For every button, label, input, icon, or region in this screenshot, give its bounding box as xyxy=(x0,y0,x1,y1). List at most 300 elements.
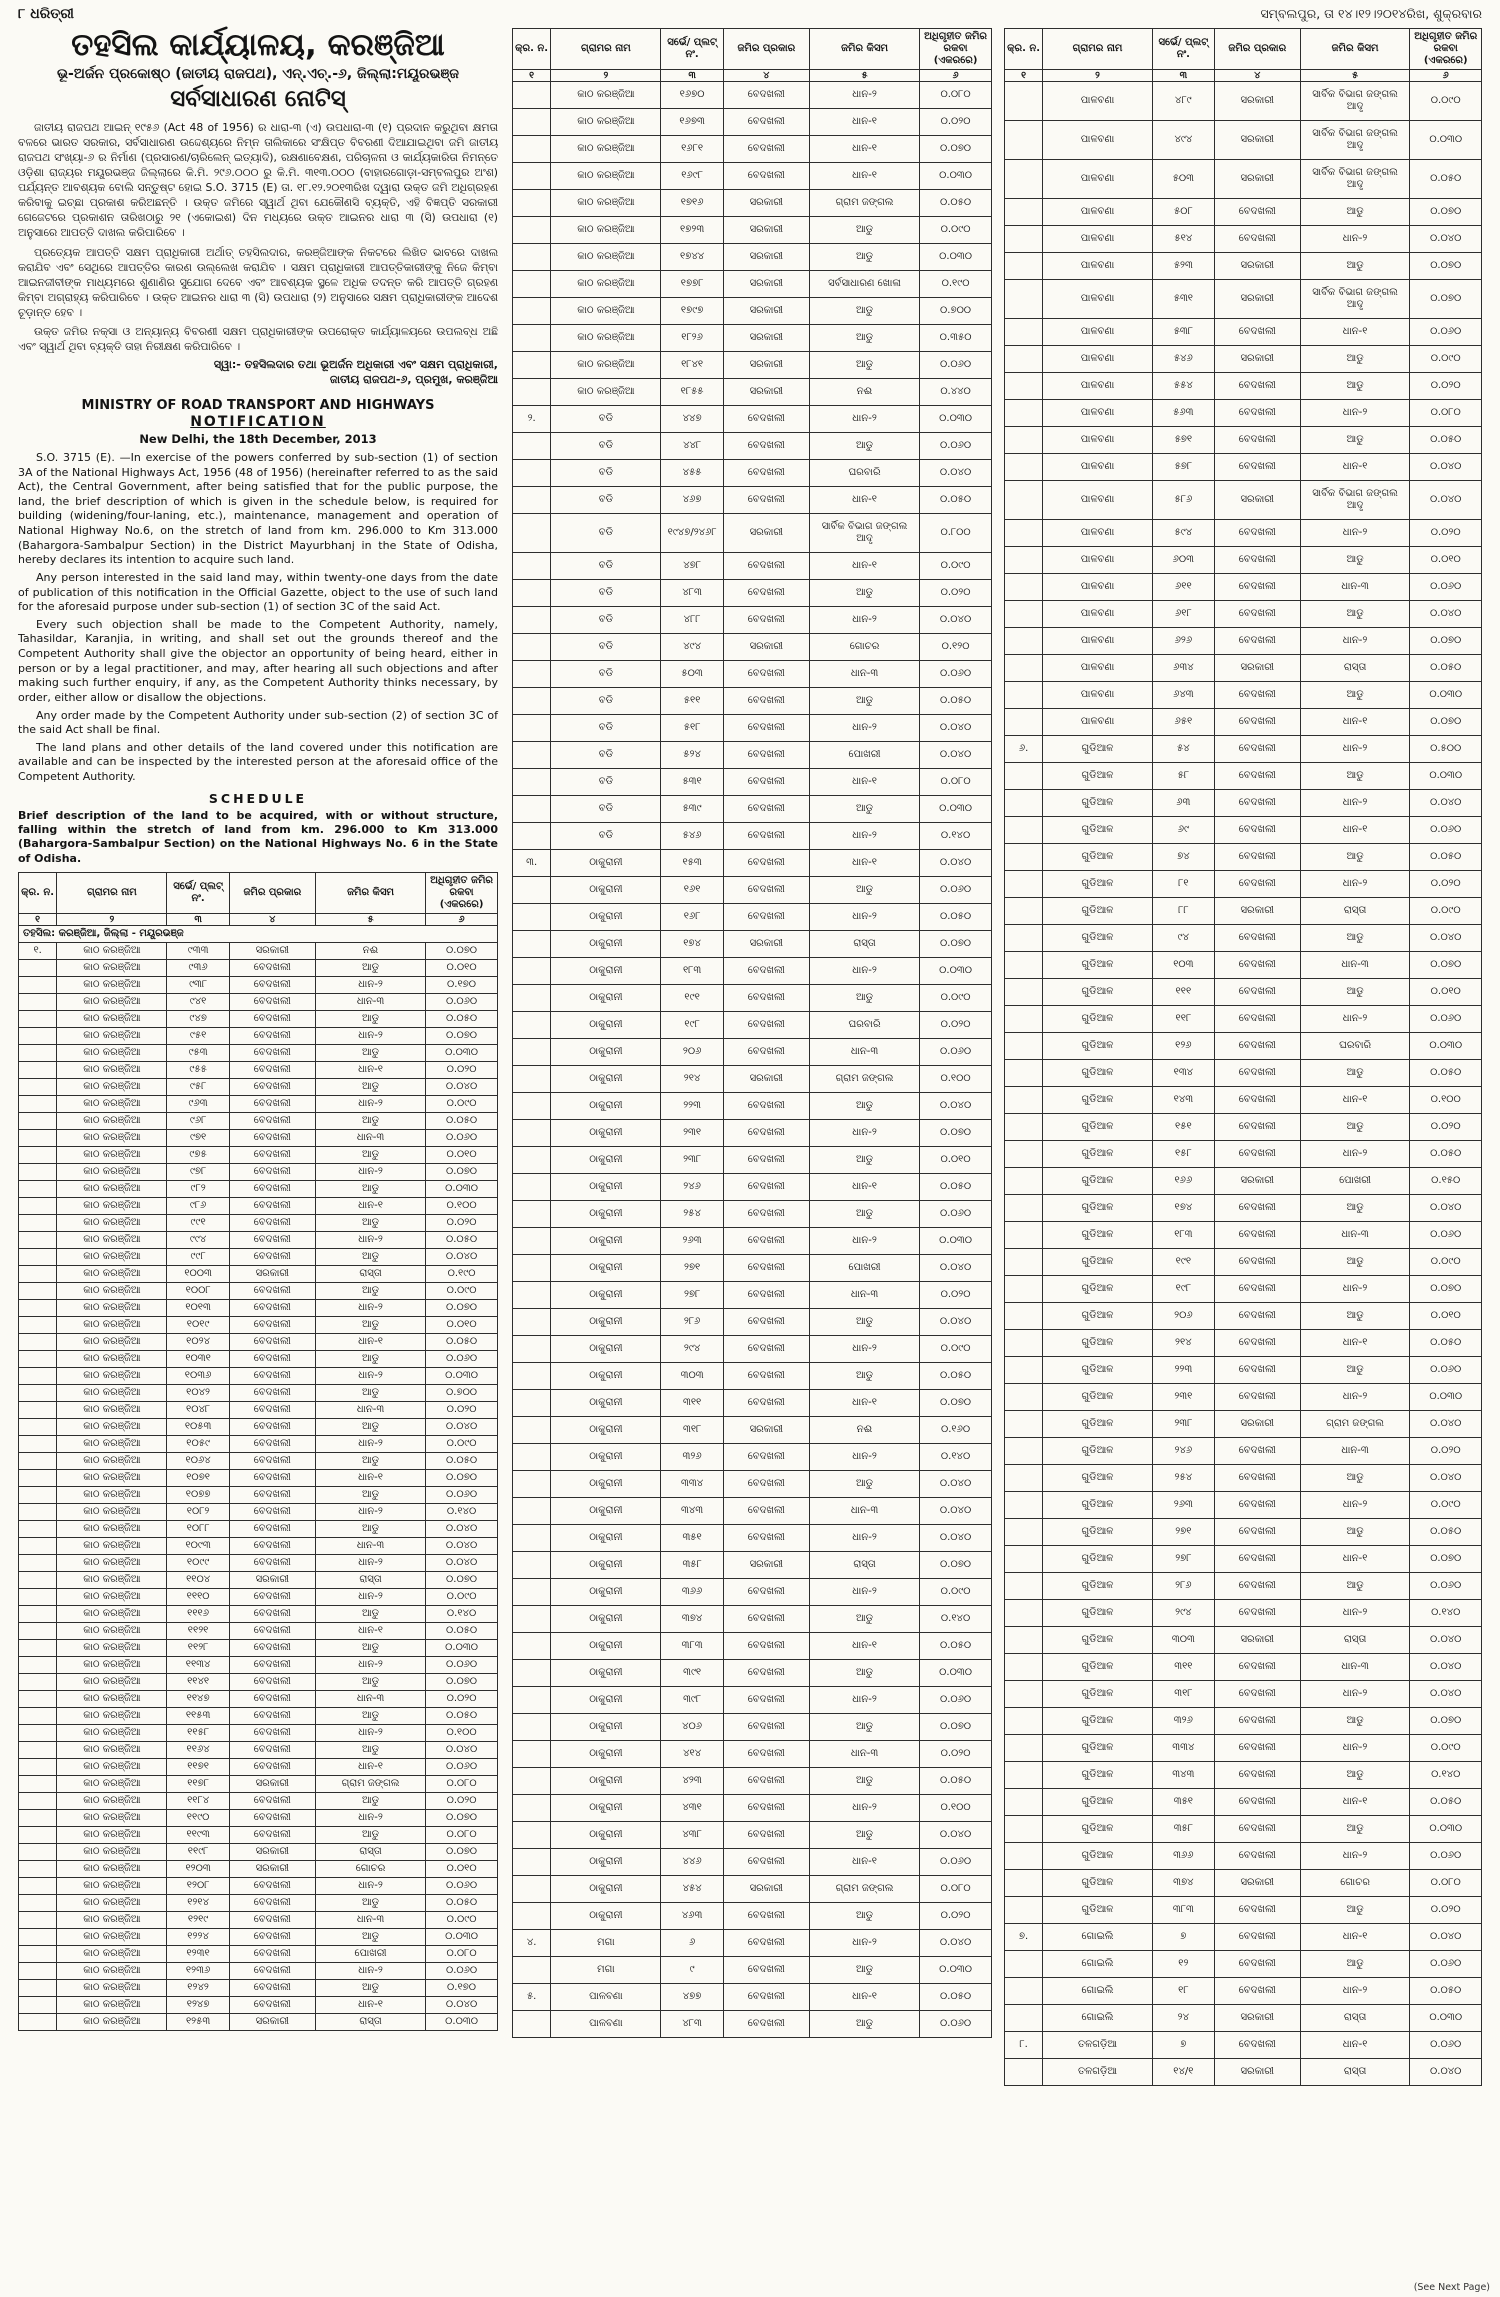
table-cell: ୫୮୬ xyxy=(1152,481,1214,520)
table-cell: ରାସ୍ତା xyxy=(809,1552,919,1579)
table-row xyxy=(19,1674,498,1691)
table-cell: ୦.୦୮୦ xyxy=(426,1776,498,1793)
table-row xyxy=(19,1844,498,1861)
table-cell: ୦.୦୯୦ xyxy=(1410,346,1482,373)
table-cell: ଧାନ-୩ xyxy=(809,1498,919,1525)
table-cell: ବେଦଖଲୀ xyxy=(229,1963,315,1980)
table-cell: ୨୯୪ xyxy=(1152,1600,1214,1627)
table-cell xyxy=(1005,253,1043,280)
table-row xyxy=(1005,1357,1482,1384)
table-cell: କାଠ କରଞ୍ଜିଆ xyxy=(57,1980,167,1997)
table-cell: ବେଦଖଲୀ xyxy=(229,960,315,977)
table-cell: କାଠ କରଞ୍ଜିଆ xyxy=(57,1487,167,1504)
table-row xyxy=(19,1181,498,1198)
table-cell xyxy=(513,958,551,985)
table-cell: ସରକାରୀ xyxy=(1214,2005,1300,2032)
table-cell: ୦.୦୭୦ xyxy=(1410,628,1482,655)
table-cell xyxy=(1005,1978,1043,2005)
table-cell: ବେଦଖଲୀ xyxy=(229,1504,315,1521)
table-cell: ଗୁଡିଆଳ xyxy=(1043,1465,1153,1492)
table-cell: ଧାନ-୨ xyxy=(809,715,919,742)
table-cell: ୩୧୧ xyxy=(1152,1654,1214,1681)
table-cell: ୦.୦୫୦ xyxy=(920,904,992,931)
table-cell: ୦.୦୪୦ xyxy=(1410,1411,1482,1438)
table-cell: ଠାକୁରାନୀ xyxy=(551,1417,661,1444)
table-cell: କାଠ କରଞ୍ଜିଆ xyxy=(57,1674,167,1691)
table-cell: ୧୧୯୦ xyxy=(167,1810,229,1827)
table-cell: ବେଦଖଲୀ xyxy=(723,2011,809,2038)
table-cell: ୪୫୫ xyxy=(661,460,723,487)
table-cell: ୦.୦୭୦ xyxy=(920,1120,992,1147)
table-cell: ବେଦଖଲୀ xyxy=(723,1012,809,1039)
table-cell: ୨୧୪ xyxy=(1152,1330,1214,1357)
table-cell: ବେଦଖଲୀ xyxy=(229,1164,315,1181)
table-cell: କାଠ କରଞ୍ଜିଆ xyxy=(57,1351,167,1368)
table-cell: ୩୮୩ xyxy=(661,1633,723,1660)
table-cell xyxy=(513,1498,551,1525)
table-cell: ସାର୍ବିକ ବିଭାଗ ଜଙ୍ଗଲ ଆଦୃ xyxy=(1300,481,1410,520)
table-cell: ୫୦୮ xyxy=(1152,199,1214,226)
table-cell: ବେଦଖଲୀ xyxy=(229,1521,315,1538)
table-cell: ୦.୦୪୦ xyxy=(920,1525,992,1552)
table-cell: ଠାକୁରାନୀ xyxy=(551,1795,661,1822)
table-cell: ୦.୦୫୦ xyxy=(920,1174,992,1201)
table-row xyxy=(19,1980,498,1997)
table-cell: ୦.୦୪୦ xyxy=(920,1498,992,1525)
table-cell: ଧାନ-୩ xyxy=(1300,574,1410,601)
table-cell: ବେଦଖଲୀ xyxy=(1214,1600,1300,1627)
table-cell: ଘରବାରି xyxy=(809,1012,919,1039)
header-cell: କ୍ର. ନ. xyxy=(513,29,551,70)
table-cell xyxy=(513,244,551,271)
table-cell: ଠାକୁରାନୀ xyxy=(551,1444,661,1471)
table-cell xyxy=(513,2011,551,2038)
table-cell: କାଠ କରଞ୍ଜିଆ xyxy=(57,1436,167,1453)
table-cell: ଗୁଡିଆଳ xyxy=(1043,1249,1153,1276)
table-cell: ଆଡୁ xyxy=(1300,427,1410,454)
table-cell xyxy=(19,1164,57,1181)
table-cell xyxy=(19,1844,57,1861)
table-cell: ୦.୦୨୦ xyxy=(1410,520,1482,547)
table-cell: ଧାନ-୨ xyxy=(809,1579,919,1606)
table-cell: ୦.୦୪୦ xyxy=(426,1997,498,2014)
table-cell: ଧାନ-୨ xyxy=(809,958,919,985)
table-cell: ବଡି xyxy=(551,715,661,742)
table-row xyxy=(1005,898,1482,925)
table-cell: ୦.୦୬୦ xyxy=(1410,1357,1482,1384)
table-cell: ଠାକୁରାନୀ xyxy=(551,850,661,877)
table-cell: ୦.୦୪୦ xyxy=(920,460,992,487)
table-row xyxy=(19,943,498,960)
table-cell: ୯୩୮ xyxy=(167,977,229,994)
table-cell: ସରକାରୀ xyxy=(1214,2059,1300,2086)
header-cell: ୧ xyxy=(513,70,551,82)
table-row xyxy=(513,1660,992,1687)
schedule-table-col3 xyxy=(1004,28,1482,2086)
table-cell: କାଠ କରଞ୍ଜିଆ xyxy=(57,1045,167,1062)
table-cell: ୦.୮୦୦ xyxy=(920,514,992,553)
table-cell: ଆଡୁ xyxy=(1300,844,1410,871)
table-cell xyxy=(19,1606,57,1623)
table-row xyxy=(19,1946,498,1963)
table-cell: କାଠ କରଞ୍ଜିଆ xyxy=(57,1929,167,1946)
table-cell xyxy=(513,1606,551,1633)
table-cell: ୦.୦୧୦ xyxy=(426,1147,498,1164)
table-cell: ଧାନ-୨ xyxy=(1300,1843,1410,1870)
table-cell: ଗୁଡିଆଳ xyxy=(1043,1654,1153,1681)
table-cell: ଆଡୁ xyxy=(315,1980,425,1997)
table-cell: ଗୁଡିଆଳ xyxy=(1043,1897,1153,1924)
table-cell: ୦.୦୭୦ xyxy=(1410,1546,1482,1573)
table-cell xyxy=(19,1147,57,1164)
table-row xyxy=(1005,1654,1482,1681)
table-cell: ୦.୦୭୦ xyxy=(1410,199,1482,226)
table-cell xyxy=(19,1725,57,1742)
table-row xyxy=(1005,1330,1482,1357)
table-row xyxy=(19,1521,498,1538)
paragraph: ଜାତୀୟ ରାଜପଥ ଆଇନ୍ ୧୯୫୬ (Act 48 of 1956) ର ଧାରା-୩ (ଏ) ଉପଧାରା-୩ (୧) ପ୍ରଦାନ କରୁଥିବା କ୍ଷମତା ବଳରେ ଭାରତ ସରକାର, ସର୍ବସାଧାରଣ ଉଦ୍ଦେଶ୍ୟରେ ନିମ୍ନ ତାଲିକାରେ ସଂକ୍ଷିପ୍ତ ବିବରଣୀ ଦିଆଯାଇଥିବା ଜମି ଜାତୀୟ ରାଜପଥ ସଂଖ୍ୟା-୬ ର ନିର୍ମାଣ (ପ୍ରସାରଣ/ଚାରିଲେନ୍ ଇତ୍ୟାଦି), ରକ୍ଷଣାବେକ୍ଷଣ, ପରିଚାଳନା ଓ କାର୍ଯ୍ୟକାରିତା ନିମନ୍ତେ ଓଡ଼ିଶା ରାଜ୍ୟର ମୟୂରଭଞ୍ଜ ଜିଲ୍ଲାରେ କି.ମି. ୨୯୬.୦୦୦ ରୁ କି.ମି. ୩୧୩.୦୦୦ (ବାହାରଗୋଡ଼ା-ସମ୍ବଲପୁର ଅଂଶ) ପର୍ଯ୍ୟନ୍ତ ଆବଶ୍ୟକ ବୋଲି ସନ୍ତୁଷ୍ଟ ହୋଇ S.O. 3715 (E) ତା. ୧୮.୧୨.୨୦୧୩ରିଖ ଦ୍ୱାରା ଉକ୍ତ ଜମି ଅଧିଗ୍ରହଣ କରିବାକୁ ଇଚ୍ଛା ପ୍ରକାଶ କରିଅଛନ୍ତି । ଉକ୍ତ ଜମିରେ ସ୍ୱାର୍ଥ ଥିବା ଯେକୌଣସି ବ୍ୟକ୍ତି, ଏହି ବିଜ୍ଞପ୍ତି ସରକାରୀ ଗେଜେଟରେ ପ୍ରକାଶନ ତାରିଖଠାରୁ ୨୧ (ଏକୋଇଶ) ଦିନ ମଧ୍ୟରେ ଉକ୍ତ ଆଇନର ଧାରା ୩ (ସି) ଉପଧାରା (୧) ଅନୁସାରେ ଆପତ୍ତି ଦାଖଲ କରିପାରିବେ । xyxy=(18,120,498,240)
table-cell: ୨୪୬ xyxy=(1152,1438,1214,1465)
table-cell xyxy=(19,1640,57,1657)
table-cell: ୦.୦୪୦ xyxy=(920,715,992,742)
table-cell xyxy=(1005,226,1043,253)
header-cell: ୬ xyxy=(426,913,498,925)
table-cell: ଆଡୁ xyxy=(315,960,425,977)
table-row xyxy=(1005,253,1482,280)
table-row xyxy=(19,1028,498,1045)
table-cell: ୪. xyxy=(513,1930,551,1957)
table-row xyxy=(513,1741,992,1768)
table-cell: ୯୭୫ xyxy=(167,1147,229,1164)
table-cell: ୦.୦୫୦ xyxy=(426,1623,498,1640)
table-cell: ୦.୦୩୦ xyxy=(426,2014,498,2031)
table-row xyxy=(19,1555,498,1572)
table-cell: ବେଦଖଲୀ xyxy=(723,136,809,163)
table-cell xyxy=(513,460,551,487)
table-cell: କାଠ କରଞ୍ଜିଆ xyxy=(551,352,661,379)
table-row xyxy=(1005,427,1482,454)
table-cell: ଗୁଡିଆଳ xyxy=(1043,1735,1153,1762)
table-cell: ବେଦଖଲୀ xyxy=(229,1555,315,1572)
tehsil-line: ତହସିଲ: କରଞ୍ଜିଆ, ଜିଲ୍ଲା - ମୟୂରଭଞ୍ଜ xyxy=(19,926,498,943)
table-cell: ବେଦଖଲୀ xyxy=(229,1725,315,1742)
table-cell: ୦.୦୬୦ xyxy=(920,877,992,904)
table-cell: ୧୦୧୯ xyxy=(167,1317,229,1334)
table-row xyxy=(19,1130,498,1147)
table-cell: ୨୦୬ xyxy=(661,1039,723,1066)
table-cell xyxy=(19,1742,57,1759)
table-cell: ୯୩୬ xyxy=(167,960,229,977)
table-cell: ୦.୦୪୦ xyxy=(1410,1654,1482,1681)
table-cell xyxy=(19,1062,57,1079)
table-row xyxy=(1005,1060,1482,1087)
table-cell: ୧୧୭୧ xyxy=(167,1759,229,1776)
table-cell: ଆଡୁ xyxy=(809,1147,919,1174)
table-cell: ବେଦଖଲୀ xyxy=(1214,1789,1300,1816)
table-cell: ୦.୦୬୦ xyxy=(920,661,992,688)
table-cell: ୦.୦୬୦ xyxy=(426,1878,498,1895)
table-cell: ଠାକୁରାନୀ xyxy=(551,1471,661,1498)
table-cell: ଆଡୁ xyxy=(1300,1465,1410,1492)
table-cell: ଧାନ-୨ xyxy=(809,1120,919,1147)
table-cell: ୧୦୫୩ xyxy=(167,1419,229,1436)
table-cell xyxy=(19,994,57,1011)
table-cell: ଠାକୁରାନୀ xyxy=(551,985,661,1012)
table-cell: ୦.୦୩୦ xyxy=(920,1660,992,1687)
table-cell: ୧୧୭୮ xyxy=(167,1776,229,1793)
table-cell: ୦.୦୫୦ xyxy=(1410,427,1482,454)
table-cell xyxy=(1005,481,1043,520)
table-cell: ୧୭୪ xyxy=(1152,1195,1214,1222)
table-cell: ଠାକୁରାନୀ xyxy=(551,1390,661,1417)
table-cell xyxy=(19,1453,57,1470)
table-cell: ବେଦଖଲୀ xyxy=(1214,1303,1300,1330)
table-cell: ବେଦଖଲୀ xyxy=(229,1623,315,1640)
table-cell: ଗୋଚର xyxy=(1300,1870,1410,1897)
table-cell: ୦.୦୮୦ xyxy=(920,769,992,796)
table-row xyxy=(513,1336,992,1363)
table-cell xyxy=(1005,1573,1043,1600)
table-cell: କାଠ କରଞ୍ଜିଆ xyxy=(57,1742,167,1759)
table-row xyxy=(1005,1033,1482,1060)
table-row xyxy=(513,487,992,514)
table-row xyxy=(513,1552,992,1579)
table-cell xyxy=(19,1249,57,1266)
table-row xyxy=(1005,1384,1482,1411)
table-row xyxy=(1005,226,1482,253)
table-cell: ୦.୦୪୦ xyxy=(920,1093,992,1120)
table-cell: ୨୪୬ xyxy=(661,1174,723,1201)
table-row xyxy=(19,1606,498,1623)
table-cell xyxy=(1005,709,1043,736)
table-cell: ୨୭୮ xyxy=(1152,1546,1214,1573)
table-cell: ଆଡୁ xyxy=(315,1640,425,1657)
table-cell xyxy=(19,1181,57,1198)
table-cell: ଆଡୁ xyxy=(1300,1708,1410,1735)
header-cell: ଅଧିଗୃହୀତ ଜମିର ରକବା (ଏକରରେ) xyxy=(426,872,498,913)
table-cell: ୫୫୪ xyxy=(1152,373,1214,400)
table-row xyxy=(513,1201,992,1228)
table-cell: ୧୬୧ xyxy=(661,877,723,904)
table-row xyxy=(19,1640,498,1657)
table-cell xyxy=(1005,790,1043,817)
header-cell: ୫ xyxy=(315,913,425,925)
table-row xyxy=(1005,1087,1482,1114)
table-cell: ବେଦଖଲୀ xyxy=(229,1368,315,1385)
table-cell: ଧାନ-୨ xyxy=(315,1300,425,1317)
table-cell: ପାଳବଣା xyxy=(1043,520,1153,547)
table-cell: ଧାନ-୨ xyxy=(809,904,919,931)
table-cell xyxy=(1005,925,1043,952)
table-cell: ଆଡୁ xyxy=(1300,925,1410,952)
table-cell: ୦.୦୬୦ xyxy=(920,1201,992,1228)
table-cell: ଆଡୁ xyxy=(809,352,919,379)
table-cell: ୦.୦୫୦ xyxy=(426,1895,498,1912)
table-cell: ବେଦଖଲୀ xyxy=(723,163,809,190)
paragraph: The land plans and other details of the land covered under this notification are available and can be inspected by the interested person at the aforesaid office of the Competent Authority. xyxy=(18,740,498,784)
table-cell: ଧାନ-୨ xyxy=(315,1028,425,1045)
table-cell xyxy=(513,82,551,109)
table-row xyxy=(1005,1465,1482,1492)
table-cell xyxy=(1005,1141,1043,1168)
table-cell: ବେଦଖଲୀ xyxy=(229,1912,315,1929)
table-row xyxy=(1005,1816,1482,1843)
table-row xyxy=(1005,1978,1482,2005)
table-cell: ସରକାରୀ xyxy=(229,943,315,960)
table-cell xyxy=(513,136,551,163)
table-cell: ୪୩୮ xyxy=(661,1822,723,1849)
table-cell: ୦.୦୪୦ xyxy=(920,1309,992,1336)
table-cell: ୧୨ xyxy=(1152,1951,1214,1978)
table-cell xyxy=(513,352,551,379)
table-cell: ଗୁଡିଆଳ xyxy=(1043,1600,1153,1627)
table-cell xyxy=(19,1776,57,1793)
table-cell: ସର୍ବସାଧାରଣ ଖୋଳା xyxy=(809,271,919,298)
table-cell: ବେଦଖଲୀ xyxy=(723,1633,809,1660)
table-cell: ୯୯୪ xyxy=(167,1232,229,1249)
header-cell: ଜମିର କିସମ xyxy=(315,872,425,913)
table-row xyxy=(1005,763,1482,790)
table-cell: କାଠ କରଞ୍ଜିଆ xyxy=(57,1283,167,1300)
table-cell xyxy=(19,1691,57,1708)
header-cell: ୪ xyxy=(229,913,315,925)
table-row xyxy=(19,1929,498,1946)
table-row xyxy=(1005,1897,1482,1924)
table-cell xyxy=(19,1113,57,1130)
table-cell xyxy=(513,1444,551,1471)
table-cell: ପାଳବଣା xyxy=(1043,226,1153,253)
table-cell: ୦.୦୩୦ xyxy=(920,244,992,271)
table-cell: ବେଦଖଲୀ xyxy=(1214,628,1300,655)
table-cell: ୧୯୮ xyxy=(661,1012,723,1039)
table-cell xyxy=(513,487,551,514)
table-cell: ୦.୦୪୦ xyxy=(426,1419,498,1436)
table-cell xyxy=(19,1079,57,1096)
table-cell: ୫୨୪ xyxy=(661,742,723,769)
office-title: ତହସିଲ କାର୍ଯ୍ୟାଳୟ, କରଞ୍ଜିଆ xyxy=(71,27,445,63)
table-cell: ଆଡୁ xyxy=(1300,253,1410,280)
table-cell: ୫୩୮ xyxy=(1152,319,1214,346)
table-cell: ଗୁଡିଆଳ xyxy=(1043,1762,1153,1789)
table-cell: ଗୋଇଲି xyxy=(1043,1951,1153,1978)
table-cell: ବେଦଖଲୀ xyxy=(723,1822,809,1849)
table-cell: ବେଦଖଲୀ xyxy=(1214,373,1300,400)
table-cell: ଠାକୁରାନୀ xyxy=(551,958,661,985)
table-cell: ଧାନ-୧ xyxy=(315,1470,425,1487)
tehsil-row xyxy=(19,926,498,943)
table-cell: ପାଳବଣା xyxy=(1043,160,1153,199)
table-row xyxy=(1005,601,1482,628)
table-cell: ୦.୦୯୦ xyxy=(920,1336,992,1363)
table-cell: ୦.୦୬୦ xyxy=(1410,1222,1482,1249)
table-row xyxy=(19,1589,498,1606)
header-cell: ୨ xyxy=(1043,70,1153,82)
table-cell: ୨୫୪ xyxy=(661,1201,723,1228)
table-cell: ଆଡୁ xyxy=(315,1249,425,1266)
table-cell: ୨୩୮ xyxy=(1152,1411,1214,1438)
table-row xyxy=(1005,280,1482,319)
table-cell: ଧାନ-୧ xyxy=(1300,1087,1410,1114)
table-cell: ବେଦଖଲୀ xyxy=(229,1946,315,1963)
table-row xyxy=(1005,520,1482,547)
table-cell: ୦.୦୧୦ xyxy=(920,1147,992,1174)
table-row xyxy=(513,1363,992,1390)
table-cell: ୦.୦୪୦ xyxy=(426,1521,498,1538)
table-cell xyxy=(1005,898,1043,925)
table-row xyxy=(1005,1951,1482,1978)
table-cell: ଗୋଇଲି xyxy=(1043,1978,1153,2005)
table-cell: ବେଦଖଲୀ xyxy=(229,1606,315,1623)
table-cell: ୧୦୧୩ xyxy=(167,1300,229,1317)
table-cell: ଧାନ-୧ xyxy=(315,1623,425,1640)
table-cell: ୬ xyxy=(661,1930,723,1957)
table-cell: ୮. xyxy=(1005,2032,1043,2059)
table-cell: ସରକାରୀ xyxy=(229,1776,315,1793)
table-cell: ମଗା xyxy=(551,1930,661,1957)
table-cell: ବେଦଖଲୀ xyxy=(229,1113,315,1130)
table-cell xyxy=(1005,844,1043,871)
table-cell: ସରକାରୀ xyxy=(1214,1870,1300,1897)
table-cell xyxy=(19,1793,57,1810)
table-cell: ୦.୦୨୦ xyxy=(426,1062,498,1079)
table-cell: ବେଦଖଲୀ xyxy=(1214,547,1300,574)
table-cell: କାଠ କରଞ୍ଜିଆ xyxy=(551,136,661,163)
table-cell: ପାଳବଣା xyxy=(1043,682,1153,709)
table-cell xyxy=(19,1198,57,1215)
table-cell: ବେଦଖଲୀ xyxy=(1214,790,1300,817)
table-row xyxy=(513,460,992,487)
table-cell: ସରକାରୀ xyxy=(723,634,809,661)
table-cell: ଆଡୁ xyxy=(315,1113,425,1130)
table-cell xyxy=(19,1351,57,1368)
table-cell: ୦.୦୯୦ xyxy=(1410,82,1482,121)
table-row xyxy=(513,136,992,163)
table-cell: ୦.୦୯୦ xyxy=(1410,1735,1482,1762)
table-cell: ଠାକୁରାନୀ xyxy=(551,1066,661,1093)
table-cell: ୦.୦୬୦ xyxy=(920,1039,992,1066)
table-cell: ୧୭୨୩ xyxy=(661,217,723,244)
table-row xyxy=(513,244,992,271)
table-cell: ଗୁଡିଆଳ xyxy=(1043,1573,1153,1600)
table-cell: ସରକାରୀ xyxy=(723,271,809,298)
table-cell: ବେଦଖଲୀ xyxy=(723,904,809,931)
table-cell: ୦.୦୧୦ xyxy=(426,1317,498,1334)
table-cell: କାଠ କରଞ୍ଜିଆ xyxy=(57,1640,167,1657)
table-cell: ୦.୦୪୦ xyxy=(426,1538,498,1555)
table-cell: ବେଦଖଲୀ xyxy=(723,433,809,460)
table-row xyxy=(513,1984,992,2011)
table-cell: କାଠ କରଞ୍ଜିଆ xyxy=(57,1589,167,1606)
table-cell: ୩୨୬ xyxy=(661,1444,723,1471)
table-cell xyxy=(513,1741,551,1768)
table-cell: ଆଡୁ xyxy=(809,244,919,271)
table-cell: ୨୮୬ xyxy=(661,1309,723,1336)
table-cell: ବେଦଖଲୀ xyxy=(723,1714,809,1741)
table-cell: ୦.୦୩୦ xyxy=(426,1640,498,1657)
table-cell: ୦.୦୫୦ xyxy=(920,688,992,715)
table-row xyxy=(513,715,992,742)
table-cell: ୧୭୭୮ xyxy=(661,271,723,298)
table-row xyxy=(513,325,992,352)
table-cell: ତଳଗଡ଼ିଆ xyxy=(1043,2059,1153,2086)
table-row xyxy=(513,850,992,877)
table-cell: ୦.୦୬୦ xyxy=(1410,1951,1482,1978)
table-row xyxy=(513,1174,992,1201)
table-cell: ୦.୦୮୦ xyxy=(920,1876,992,1903)
table-cell: ଠାକୁରାନୀ xyxy=(551,1849,661,1876)
table-cell: ବେଦଖଲୀ xyxy=(1214,1951,1300,1978)
table-cell: ଠାକୁରାନୀ xyxy=(551,1282,661,1309)
